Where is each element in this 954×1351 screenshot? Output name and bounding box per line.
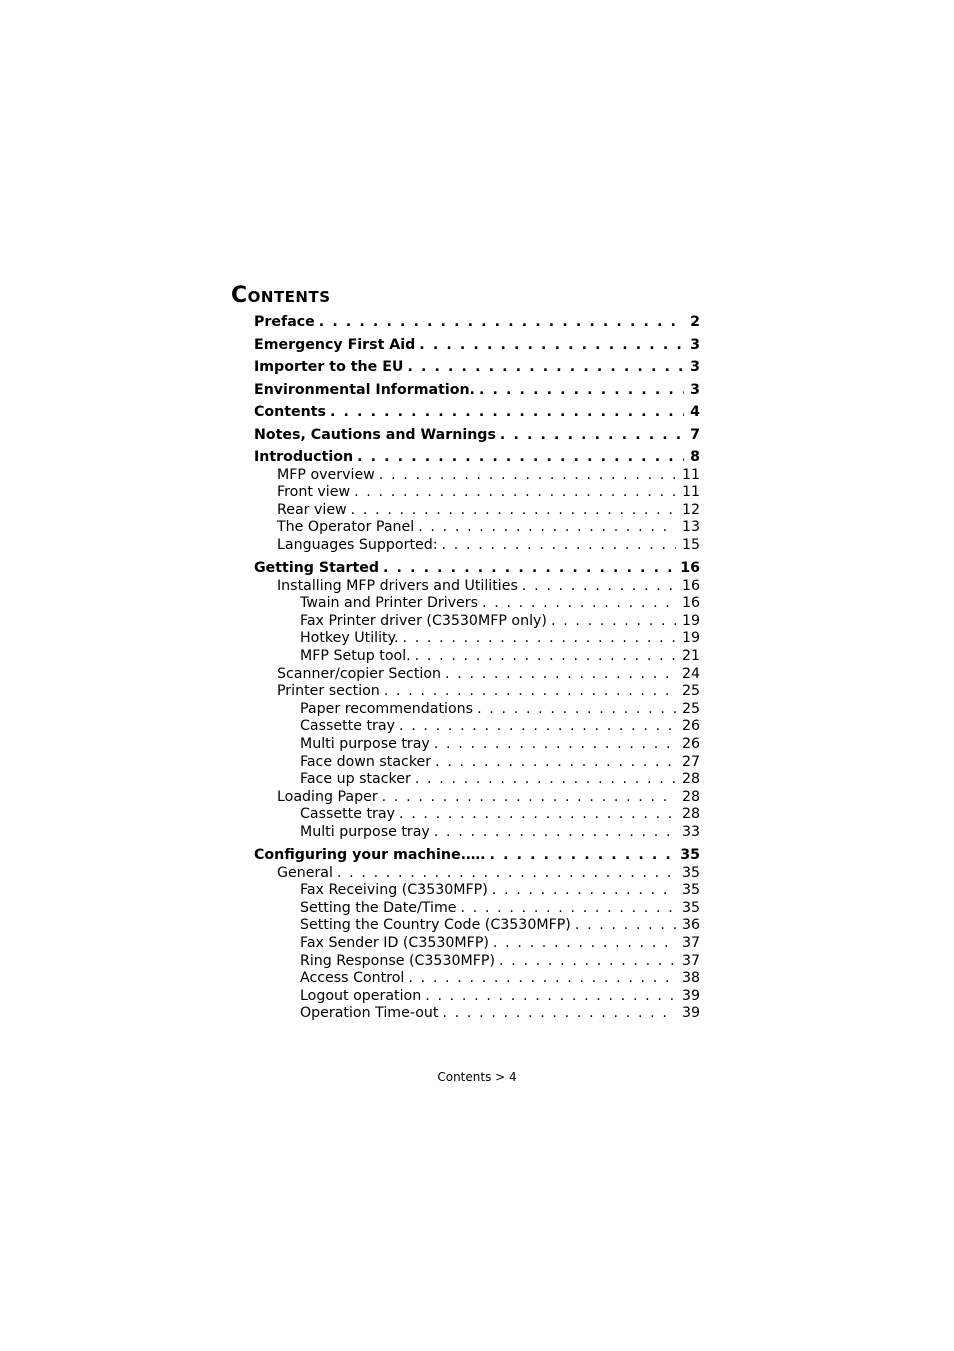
toc-entry-page: 28 [681, 788, 700, 805]
toc-entry-page: 39 [681, 1005, 700, 1022]
toc-entry-page: 15 [681, 537, 700, 553]
toc-entry[interactable] [300, 701, 700, 719]
toc-entry[interactable] [277, 578, 700, 596]
toc-entry[interactable] [300, 595, 700, 613]
toc-entry-page: 37 [681, 952, 700, 969]
dot-leader [445, 666, 676, 682]
dot-leader [402, 630, 675, 646]
toc-entry-title: Multi purpose tray [300, 736, 430, 752]
toc-entry-title: Face up stacker [300, 771, 411, 788]
toc-entry-page: 33 [681, 824, 700, 840]
toc-entry-title: Introduction [254, 449, 354, 465]
toc-entry[interactable] [277, 789, 700, 807]
toc-entry-page: 16 [680, 560, 700, 576]
toc-entry[interactable] [300, 953, 700, 971]
toc-entry-page: 26 [681, 736, 700, 752]
toc-entry[interactable] [254, 382, 700, 400]
toc-entry-title: Fax Sender ID (C3530MFP) [300, 935, 489, 951]
toc-entry-title: Paper recommendations [300, 700, 474, 717]
toc-entry-title: Languages Supported: [277, 537, 438, 553]
toc-entry-page: 25 [681, 683, 700, 700]
toc-entry-page: 28 [681, 806, 700, 823]
toc-entry-title: Multi purpose tray [300, 824, 430, 840]
toc-entry-title: Operation Time-out [300, 1005, 439, 1022]
toc-entry[interactable] [277, 519, 700, 537]
dot-leader [382, 789, 676, 805]
dot-leader [479, 382, 684, 398]
dot-leader [461, 900, 676, 916]
toc-entry[interactable] [277, 502, 700, 520]
toc-entry-title: General [277, 864, 333, 881]
toc-entry-page: 16 [681, 577, 700, 594]
toc-entry-title: Hotkey Utility. [300, 630, 399, 647]
toc-entry-title: Cassette tray [300, 806, 395, 823]
toc-entry-page: 39 [681, 987, 700, 1004]
dot-leader [319, 314, 684, 330]
toc-entry-page: 35 [680, 847, 700, 863]
dot-leader [425, 988, 676, 1004]
toc-entry[interactable] [277, 537, 700, 555]
toc-entry-page: 25 [681, 700, 700, 717]
toc-entry-page: 3 [690, 359, 700, 375]
toc-entry-title: Loading Paper [277, 788, 378, 805]
dot-leader [434, 824, 676, 840]
toc-entry-title: Printer section [277, 683, 380, 700]
toc-entry-title: Scanner/copier Section [277, 665, 442, 682]
toc-entry[interactable] [254, 847, 700, 865]
dot-leader [435, 754, 676, 770]
toc-entry[interactable] [300, 771, 700, 789]
dot-leader [419, 337, 684, 353]
toc-entry-title: Contents [254, 404, 326, 420]
dot-leader [351, 502, 676, 518]
toc-entry[interactable] [300, 988, 700, 1006]
toc-entry[interactable] [300, 882, 700, 900]
toc-entry-page: 19 [681, 630, 700, 647]
toc-entry-title: The Operator Panel [277, 519, 415, 536]
dot-leader [442, 1005, 675, 1021]
toc-entry[interactable] [300, 970, 700, 988]
dot-leader [482, 595, 676, 611]
toc-entry[interactable] [300, 754, 700, 772]
toc-entry[interactable] [300, 718, 700, 736]
toc-entry-page: 24 [681, 665, 700, 682]
dot-leader [522, 578, 676, 594]
toc-entry-title: Cassette tray [300, 718, 395, 735]
toc-entry-page: 16 [681, 595, 700, 612]
dot-leader [407, 359, 684, 375]
toc-entry-title: MFP overview [277, 466, 375, 483]
toc-entry[interactable] [300, 613, 700, 631]
dot-leader [415, 648, 676, 664]
toc-entry-title: Face down stacker [300, 753, 432, 770]
toc-entry-page: 7 [690, 426, 700, 443]
toc-entry-page: 37 [681, 935, 700, 951]
toc-entry[interactable] [277, 865, 700, 883]
toc-entry-page: 4 [690, 404, 700, 420]
toc-entry-page: 11 [681, 466, 700, 483]
toc-entry-page: 38 [681, 970, 700, 987]
toc-entry-page: 35 [681, 864, 700, 881]
dot-leader [418, 519, 676, 535]
toc-entry[interactable] [254, 427, 700, 445]
toc-entry[interactable] [254, 314, 700, 332]
toc-entry-title: Rear view [277, 501, 347, 518]
dot-leader [357, 449, 684, 465]
dot-leader [442, 537, 676, 553]
toc-entry[interactable] [300, 630, 700, 648]
toc-entry-page: 13 [681, 519, 700, 536]
toc-entry-title: Emergency First Aid [254, 336, 416, 353]
toc-entry-title: Twain and Printer Drivers [300, 595, 479, 612]
toc-entry-page: 35 [681, 882, 700, 899]
toc-entry-page: 3 [690, 381, 700, 398]
toc-entry-title: Notes, Cautions and Warnings [254, 426, 496, 443]
toc-entry-title: Importer to the EU [254, 359, 404, 375]
toc-entry-title: Configuring your machine.…. [254, 847, 486, 863]
toc-entry-title: Getting Started [254, 560, 380, 576]
dot-leader [399, 718, 676, 734]
toc-entry-page: 26 [681, 718, 700, 735]
toc-entry[interactable] [254, 337, 700, 355]
toc-entry[interactable] [300, 824, 700, 842]
toc-entry[interactable] [277, 683, 700, 701]
toc-entry-title: Setting the Date/Time [300, 899, 457, 916]
toc-entry-title: Logout operation [300, 987, 422, 1004]
toc-entry[interactable] [300, 736, 700, 754]
toc-entry-title: Fax Receiving (C3530MFP) [300, 882, 488, 899]
toc-entry[interactable] [300, 900, 700, 918]
toc-entry[interactable] [277, 467, 700, 485]
dot-leader [434, 736, 676, 752]
toc-entry-page: 8 [690, 449, 700, 465]
toc-entry-page: 36 [681, 917, 700, 934]
toc-entry[interactable] [277, 484, 700, 502]
toc-entry[interactable] [254, 449, 700, 467]
toc-entry[interactable] [300, 648, 700, 666]
toc-entry-page: 19 [681, 612, 700, 629]
toc-entry-title: Installing MFP drivers and Utilities [277, 577, 518, 594]
toc-entry[interactable] [254, 359, 700, 377]
dot-leader [492, 882, 676, 898]
toc-entry-title: Fax Printer driver (C3530MFP only) [300, 612, 547, 629]
dot-leader [337, 865, 676, 881]
toc-entry-title: MFP Setup tool. [300, 648, 411, 664]
dot-leader [330, 404, 684, 420]
dot-leader [490, 847, 675, 863]
dot-leader [499, 953, 676, 969]
toc-entry-page: 2 [690, 314, 700, 330]
toc-entry[interactable] [300, 917, 700, 935]
toc-entry-title: Environmental Information. [254, 381, 475, 398]
dot-leader [384, 683, 676, 699]
toc-entry[interactable] [300, 935, 700, 953]
dot-leader [477, 701, 676, 717]
toc-entry-title: Setting the Country Code (C3530MFP) [300, 917, 571, 934]
toc-entry-page: 35 [681, 899, 700, 916]
dot-leader [575, 917, 676, 933]
dot-leader [383, 560, 674, 576]
toc-entry[interactable] [254, 404, 700, 422]
dot-leader [379, 467, 676, 483]
toc-entry-page: 3 [690, 336, 700, 353]
toc-entry-title: Preface [254, 314, 315, 330]
dot-leader [415, 771, 676, 787]
toc-entry[interactable] [300, 1005, 700, 1023]
dot-leader [354, 484, 676, 500]
toc-entry-title: Front view [277, 484, 351, 501]
toc-entry[interactable] [300, 806, 700, 824]
dot-leader [500, 427, 684, 443]
toc-entry[interactable] [277, 666, 700, 684]
toc-entry-page: 21 [681, 648, 700, 664]
dot-leader [399, 806, 676, 822]
dot-leader [408, 970, 676, 986]
toc-entry-page: 28 [681, 771, 700, 788]
dot-leader [551, 613, 676, 629]
dot-leader [493, 935, 676, 951]
toc-entry-title: Access Control [300, 970, 405, 987]
toc-entry-page: 11 [681, 484, 700, 501]
toc-entry[interactable] [254, 560, 700, 578]
toc-entry-page: 27 [681, 753, 700, 770]
toc-entry-title: Ring Response (C3530MFP) [300, 952, 495, 969]
page-title: Contents [231, 283, 331, 308]
toc-entry-page: 12 [681, 501, 700, 518]
page-footer: Contents > 4 [437, 1070, 517, 1084]
